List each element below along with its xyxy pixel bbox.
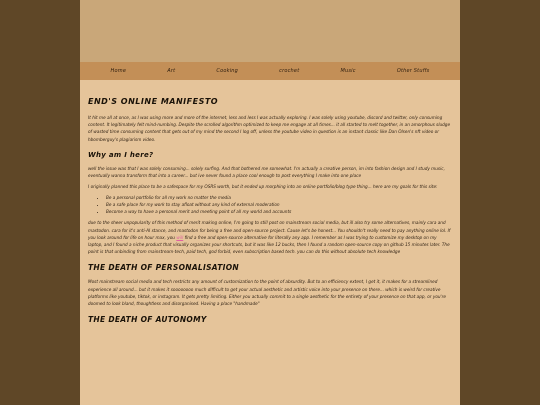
goals-list: [88, 194, 452, 215]
header-banner: [80, 0, 460, 62]
main-content: [80, 80, 460, 324]
why-paragraph-1: well the issue was that I was solely consuming... solely surfing. And that bothered me somewhat. I'm actually a creative person, im into fashion design and I study music, eventually wanna transform that into a career... but ive never found a place cool enough to post everything I make into one place: [88, 165, 445, 179]
why-p3-text-after: find a free and open-source alternative for literally any app. I remember as I was trying to customize my desktop on my laptop, and I found a niche product that visually organizes your shortcuts, but it was like 12 bucks, then I found a random open-source copy on github 15 minutes later. The point is that unbinding from mainstream-tech, paid tech, god forbid, even subscription based tech. you can do this without absolute tech knowledge: [88, 234, 450, 255]
autonomy-heading: THE DEATH OF AUTONOMY: [88, 315, 207, 325]
list-item: • Become a way to have a personal merit and meeting point of all my world and accounts: [106, 208, 452, 215]
why-paragraph-2: I originally planned this place to be a safespace for my OSRS worth, but it ended up morphing into an online portfolio/blog type thing... here are my goals for this site:: [88, 184, 438, 190]
why-paragraph-3: [88, 219, 452, 255]
will-link[interactable]: will: [176, 234, 184, 240]
nav-item-crochet[interactable]: crochet: [279, 68, 300, 74]
nav-item-other-stuffs[interactable]: Other Stuffs: [396, 68, 430, 74]
page-container: [80, 0, 460, 405]
list-item: • Be a personal portfolio for all my work no matter the media: [106, 194, 452, 201]
nav-item-cooking[interactable]: Cooking: [216, 68, 239, 74]
nav-bar: [80, 62, 460, 80]
nav-item-home[interactable]: Home: [110, 68, 127, 74]
intro-paragraph: It hit me all at once, as I was using more and more of the internet, less and less I was actually exploring. I was solely using youtube, discord and twitter, only consuming content. It legitimately felt mind-numbing. Despite the scrolled algorithm optimized to keep me engage at all times... it all started to melt together, in an amorphous sludge of wasted time consuming content that gets out of my mind the second I log off, unless the youtube video in question is an instant classic like Dan Olsen's nft video or hbomberguy's plagiarism video.: [88, 115, 451, 142]
personalisation-heading: THE DEATH OF PERSONALISATION: [88, 263, 239, 273]
nav-item-music[interactable]: Music: [340, 68, 356, 74]
why-p3-text-before: due to the sheer unpopularity of this method of merit making online, I'm going to still post on mainstream social media, but ill also try some alternatives, mainly cara and mastodon. cara for it's anti-AI stance, and mastodon for being a free and open-source project. Cause let's be honest... You shouldn't really need to pay anything online lol. If you look around for life on hour max, you: [88, 220, 451, 240]
personalisation-paragraph: Most mainstream social media and tech restricts any amount of customization to the point of absurdity. But to an efficiency extent, I get it, it makes for a streamlined experience all around... but it makes it soooooooo much difficult to get your actual aesthetic and artistic voice into your presence on there... which is weird for creative platforms like youtube, tiktok, or instagram. It gets pretty limiting. Either you actually commit to a single aesthetic for the entirety of your presence on that app, or you're doomed to look bland, thoughtless and disorganised. Having a place "handmade": [88, 279, 446, 307]
why-heading: Why am I here?: [88, 150, 154, 159]
nav-item-art[interactable]: Art: [167, 68, 176, 74]
page-title: END'S ONLINE MANIFESTO: [88, 97, 219, 106]
list-item: • Be a safe place for my work to stay afloat without any kind of external moderation: [106, 201, 452, 208]
